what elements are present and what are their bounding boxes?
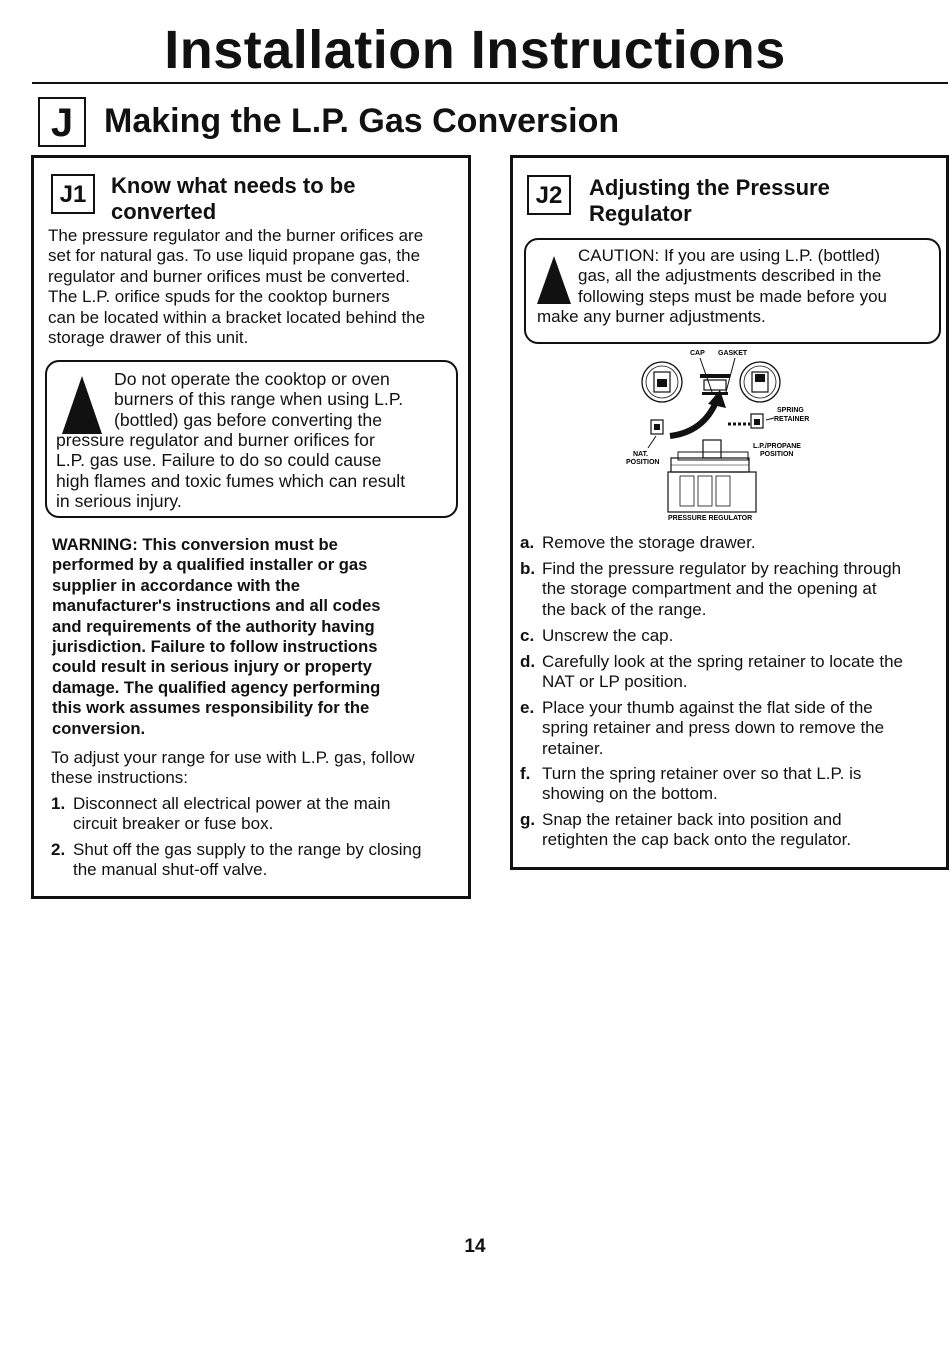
j2-caution-line: gas, all the adjustments described in the bbox=[578, 266, 882, 286]
j1-warning-line: jurisdiction. Failure to follow instructions bbox=[52, 637, 378, 657]
list-item bbox=[520, 764, 945, 806]
j1-caution-top bbox=[114, 369, 403, 430]
list-line: Find the pressure regulator by reaching through bbox=[542, 559, 902, 578]
j2-caution-box bbox=[524, 238, 941, 344]
j1-intro-line: regulator and burner orifices must be converted. bbox=[48, 266, 410, 286]
j2-caution-line: following steps must be made before you bbox=[578, 286, 888, 306]
list-line: spring retainer and press down to remove the bbox=[542, 718, 885, 738]
list-text bbox=[542, 652, 903, 693]
list-marker: 2. bbox=[51, 840, 66, 859]
list-marker: f. bbox=[520, 764, 531, 783]
j1-caution-line: (bottled) gas before converting the bbox=[114, 409, 382, 430]
j1-caution-line: high flames and toxic fumes which can result bbox=[56, 470, 406, 491]
list-text bbox=[542, 810, 851, 851]
diagram-label-spring: SPRING bbox=[777, 407, 804, 414]
diagram-label-nat-position: POSITION bbox=[626, 459, 660, 466]
list-text bbox=[542, 626, 673, 646]
j1-caution-line: in serious injury. bbox=[56, 491, 182, 512]
list-marker: g. bbox=[520, 810, 536, 829]
list-marker: 1. bbox=[51, 794, 66, 813]
j1-caution-line: L.P. gas use. Failure to do so could cause bbox=[56, 450, 382, 471]
section-title: Making the L.P. Gas Conversion bbox=[104, 102, 620, 140]
j1-lead-line: To adjust your range for use with L.P. gas, follow bbox=[51, 748, 415, 767]
j1-warning-line: could result in serious injury or property bbox=[52, 657, 372, 677]
list-marker: e. bbox=[520, 698, 535, 717]
j1-warning-line: conversion. bbox=[52, 718, 146, 738]
j1-caution-box bbox=[45, 360, 458, 518]
list-item bbox=[520, 533, 945, 555]
list-line: Carefully look at the spring retainer to locate the bbox=[542, 652, 903, 671]
list-line: circuit breaker or fuse box. bbox=[73, 814, 274, 834]
j2-caution-top bbox=[578, 246, 887, 307]
list-line: NAT or LP position. bbox=[542, 672, 688, 692]
j1-warning-line: performed by a qualified installer or gas bbox=[52, 555, 368, 575]
j1-caution-line: Do not operate the cooktop or oven bbox=[114, 369, 390, 389]
j1-lead bbox=[51, 748, 415, 789]
list-line: Turn the spring retainer over so that L.P. is bbox=[542, 764, 862, 783]
diagram-label-cap: CAP bbox=[690, 350, 705, 357]
j1-caution-line: burners of this range when using L.P. bbox=[114, 389, 404, 410]
warning-triangle-icon bbox=[537, 256, 571, 304]
j1-intro-line: storage drawer of this unit. bbox=[48, 328, 249, 348]
j1-warning-line: and requirements of the authority having bbox=[52, 616, 375, 636]
list-line: Unscrew the cap. bbox=[542, 626, 674, 645]
diagram-label-gasket: GASKET bbox=[718, 350, 748, 357]
list-marker: b. bbox=[520, 559, 536, 578]
page-number: 14 bbox=[464, 1236, 486, 1257]
j2-caution-line: make any burner adjustments. bbox=[537, 307, 766, 326]
j2-caution-line: CAUTION: If you are using L.P. (bottled) bbox=[578, 246, 881, 265]
pressure-regulator-diagram bbox=[608, 344, 818, 522]
j1-caution-bottom bbox=[56, 430, 405, 512]
header-rule bbox=[32, 82, 948, 84]
section-letter-box: J bbox=[38, 97, 86, 147]
diagram-label-nat: NAT. bbox=[633, 451, 649, 458]
list-line: Disconnect all electrical power at the main bbox=[73, 794, 391, 813]
list-text bbox=[542, 764, 861, 805]
j1-code-box: J1 bbox=[51, 174, 95, 214]
j1-intro-line: set for natural gas. To use liquid propane gas, the bbox=[48, 246, 421, 266]
list-item bbox=[520, 652, 945, 694]
list-line: retighten the cap back onto the regulator. bbox=[542, 830, 852, 850]
list-item bbox=[51, 794, 461, 836]
j1-intro-line: can be located within a bracket located behind the bbox=[48, 307, 426, 327]
list-line: the manual shut-off valve. bbox=[73, 860, 268, 880]
j1-intro-line: The pressure regulator and the burner orifices are bbox=[48, 226, 424, 245]
list-text bbox=[542, 559, 901, 620]
j1-title-line1: Know what needs to be bbox=[111, 173, 356, 198]
j1-warning-line: manufacturer's instructions and all codes bbox=[52, 596, 381, 616]
diagram-label-retainer: RETAINER bbox=[774, 416, 810, 423]
list-item bbox=[520, 698, 945, 762]
warning-triangle-icon bbox=[62, 376, 102, 434]
list-item bbox=[520, 626, 945, 648]
j1-title-line2: converted bbox=[111, 199, 217, 224]
j1-caution-line: pressure regulator and burner orifices for bbox=[56, 430, 375, 450]
list-line: Shut off the gas supply to the range by closing bbox=[73, 840, 422, 859]
j1-intro bbox=[48, 226, 468, 348]
list-marker: c. bbox=[520, 626, 535, 645]
panel-j1 bbox=[31, 155, 471, 899]
j1-intro-line: The L.P. orifice spuds for the cooktop burners bbox=[48, 287, 390, 307]
j2-title-line2: Regulator bbox=[589, 201, 692, 226]
list-line: the storage compartment and the opening at bbox=[542, 579, 877, 599]
list-item bbox=[51, 840, 461, 882]
diagram-label-lp-position: POSITION bbox=[760, 451, 794, 458]
list-text bbox=[542, 698, 884, 759]
panel-j2 bbox=[510, 155, 949, 870]
list-item bbox=[520, 559, 945, 623]
list-line: Snap the retainer back into position and bbox=[542, 810, 842, 829]
page-title: Installation Instructions bbox=[164, 20, 786, 80]
list-line: Remove the storage drawer. bbox=[542, 533, 756, 552]
list-text bbox=[73, 794, 390, 835]
list-line: Place your thumb against the flat side of the bbox=[542, 698, 873, 717]
j1-warning-line: WARNING: This conversion must be bbox=[52, 535, 338, 554]
j1-warning-line: supplier in accordance with the bbox=[52, 575, 301, 595]
list-marker: a. bbox=[520, 533, 535, 552]
list-item bbox=[520, 810, 945, 852]
list-text bbox=[73, 840, 421, 881]
diagram-label-lp: L.P./PROPANE bbox=[753, 443, 801, 450]
j2-title-line1: Adjusting the Pressure bbox=[589, 175, 830, 200]
j1-warning-line: this work assumes responsibility for the bbox=[52, 698, 370, 718]
diagram-label-regulator: PRESSURE REGULATOR bbox=[668, 515, 753, 522]
j1-warning bbox=[52, 535, 381, 739]
j1-lead-line: these instructions: bbox=[51, 768, 189, 788]
list-line: showing on the bottom. bbox=[542, 784, 718, 804]
list-line: retainer. bbox=[542, 738, 604, 758]
j1-warning-line: damage. The qualified agency performing bbox=[52, 677, 381, 697]
list-marker: d. bbox=[520, 652, 536, 671]
list-text bbox=[542, 533, 756, 553]
j2-code-box: J2 bbox=[527, 175, 571, 215]
list-line: the back of the range. bbox=[542, 599, 707, 619]
